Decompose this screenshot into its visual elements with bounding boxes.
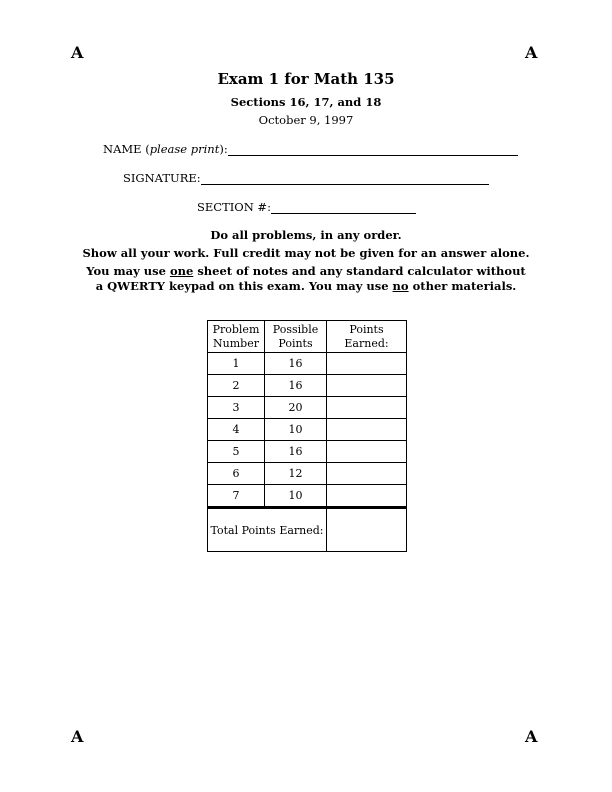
possible-points-cell: 16: [265, 375, 327, 397]
problem-number-cell: 2: [208, 375, 265, 397]
points-earned-cell[interactable]: [327, 353, 407, 375]
instruction-line-4: [0, 279, 612, 293]
problem-number-cell: 6: [208, 463, 265, 485]
possible-points-cell: 10: [265, 419, 327, 441]
points-earned-cell[interactable]: [327, 375, 407, 397]
instruction-line-3-b: sheet of notes and any standard calculator without: [193, 264, 526, 278]
name-blank-line[interactable]: [228, 143, 518, 156]
problem-number-cell: 3: [208, 397, 265, 419]
problem-number-cell: 1: [208, 353, 265, 375]
table-row: [208, 485, 407, 508]
possible-header-line-1: Possible: [272, 322, 319, 336]
name-label-italic: please print: [149, 142, 220, 156]
points-earned-cell[interactable]: [327, 397, 407, 419]
points-earned-cell[interactable]: [327, 441, 407, 463]
possible-points-cell: 10: [265, 485, 327, 508]
problem-number-cell: 5: [208, 441, 265, 463]
points-earned-cell[interactable]: [327, 485, 407, 508]
total-points-earned-cell[interactable]: [327, 508, 407, 552]
section-blank-line[interactable]: [271, 201, 416, 214]
signature-blank-line[interactable]: [201, 172, 489, 185]
instruction-line-3-underlined: one: [169, 264, 194, 278]
corner-letter-top-right: A: [525, 43, 538, 62]
score-table-header-row: [208, 321, 407, 353]
corner-letter-top-left: A: [71, 43, 84, 62]
points-earned-cell[interactable]: [327, 419, 407, 441]
earned-header-line-1: Points: [349, 322, 384, 336]
table-row: [208, 419, 407, 441]
instruction-line-4-b: other materials.: [408, 279, 517, 293]
possible-points-cell: 16: [265, 353, 327, 375]
corner-letter-bottom-left: A: [71, 727, 84, 746]
instruction-line-3: [0, 264, 612, 278]
instruction-line-1: Do all problems, in any order.: [210, 228, 402, 242]
problem-number-cell: 7: [208, 485, 265, 508]
corner-letter-bottom-right: A: [525, 727, 538, 746]
possible-points-cell: 12: [265, 463, 327, 485]
name-label-end: ):: [219, 142, 228, 156]
possible-points-cell: 20: [265, 397, 327, 419]
instruction-line-2: Show all your work. Full credit may not be given for an answer alone.: [82, 246, 530, 260]
signature-label: SIGNATURE:: [123, 171, 201, 185]
problem-number-header: [208, 321, 265, 353]
name-field: [103, 142, 518, 156]
possible-points-header: [265, 321, 327, 353]
points-earned-header: [327, 321, 407, 353]
problem-header-line-2: Number: [213, 336, 259, 350]
table-row: [208, 375, 407, 397]
points-earned-cell[interactable]: [327, 463, 407, 485]
instruction-line-4-a: a QWERTY keypad on this exam. You may use: [95, 279, 393, 293]
table-row: [208, 397, 407, 419]
table-row: [208, 463, 407, 485]
total-points-label: Total Points Earned:: [208, 508, 327, 552]
score-table: [207, 320, 407, 552]
section-field: [197, 200, 416, 214]
section-label: SECTION #:: [197, 200, 271, 214]
name-label: NAME (: [103, 142, 150, 156]
table-row: [208, 353, 407, 375]
earned-header-line-2: Earned:: [344, 336, 389, 350]
possible-header-line-2: Points: [278, 336, 313, 350]
signature-field: [123, 171, 489, 185]
problem-number-cell: 4: [208, 419, 265, 441]
exam-date: October 9, 1997: [258, 113, 354, 127]
possible-points-cell: 16: [265, 441, 327, 463]
exam-title: Exam 1 for Math 135: [217, 70, 395, 88]
table-row: [208, 441, 407, 463]
problem-header-line-1: Problem: [212, 322, 260, 336]
instruction-line-4-underlined: no: [392, 279, 409, 293]
exam-sections: Sections 16, 17, and 18: [230, 95, 382, 109]
instruction-line-3-a: You may use: [86, 264, 170, 278]
total-row: [208, 508, 407, 552]
